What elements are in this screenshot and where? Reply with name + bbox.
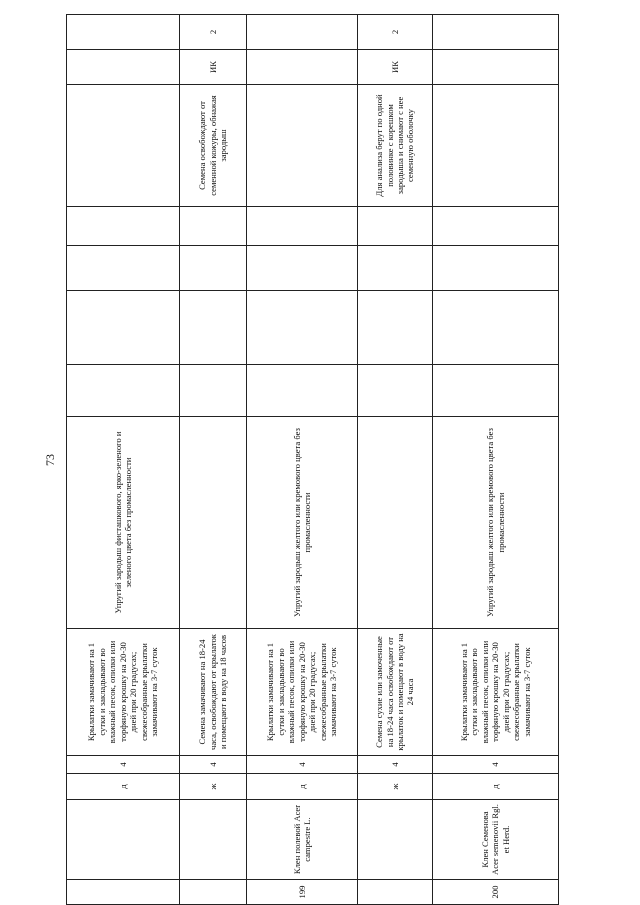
empty-cell <box>358 291 433 365</box>
seed-testing-table <box>66 14 559 905</box>
empty-cell <box>247 365 358 417</box>
count-cell: 4 <box>247 756 358 774</box>
preparation-cell: Крылатки замачивают на 1 сутки и закладывают во влажный песок, опилки или торфяную крошку на 20-30 дней при 20 градусах; свежесобранные крылатки замачивают на 3-7 суток <box>67 629 180 756</box>
mark-number-cell <box>433 15 559 50</box>
seed-type-cell: д <box>247 774 358 800</box>
row-number-cell <box>180 880 247 905</box>
species-cell <box>180 800 247 880</box>
empty-cell <box>433 291 559 365</box>
preparation-cell: Семена сухие или замоченные на 18-24 часа освобождают от крылаток и помещают в воду на 24 часа <box>358 629 433 756</box>
mark-number-cell: 2 <box>180 15 247 50</box>
count-cell: 4 <box>358 756 433 774</box>
empty-cell <box>67 246 180 291</box>
embryo-description-cell <box>358 417 433 629</box>
preparation-cell: Крылатки замачивают на 1 сутки и закладывают во влажный песок, опилки или торфяную крошку на 20-30 дней при 20 градусах; свежесобранные крылатки замачивают на 3-7 суток <box>433 629 559 756</box>
method-cell <box>247 85 358 207</box>
count-cell: 4 <box>67 756 180 774</box>
empty-cell <box>433 246 559 291</box>
empty-cell <box>67 207 180 246</box>
empty-cell <box>358 246 433 291</box>
embryo-description-cell: Упругий зародыш желтого или кремового цвета без промасленности <box>247 417 358 629</box>
preparation-cell: Крылатки замачивают на 1 сутки и закладывают во влажный песок, опилки или торфяную крошку на 20-30 дней при 20 градусах; свежесобранные крылатки замачивают на 3-7 суток <box>247 629 358 756</box>
species-cell <box>358 800 433 880</box>
empty-cell <box>433 207 559 246</box>
count-cell: 4 <box>433 756 559 774</box>
count-cell: 4 <box>180 756 247 774</box>
empty-cell <box>358 365 433 417</box>
species-cell: Клен Семенова Acer semenovii Rgl. et Herd. <box>433 800 559 880</box>
table-row <box>180 15 247 905</box>
empty-cell <box>67 291 180 365</box>
method-cell: Семена освобождают от семенной кожуры, обнажая зародыш <box>180 85 247 207</box>
page-number: 73 <box>43 454 57 466</box>
row-number-cell <box>358 880 433 905</box>
empty-cell <box>180 365 247 417</box>
preparation-cell: Семена замачивают на 18-24 часа, освобождают от крылаток и помещают в воду на 18 часов <box>180 629 247 756</box>
table-row <box>67 15 180 905</box>
embryo-description-cell: Упругий зародыш желтого или кремового цвета без промасленности <box>433 417 559 629</box>
seed-type-cell: д <box>67 774 180 800</box>
empty-cell <box>358 207 433 246</box>
mark-cell <box>433 50 559 85</box>
mark-cell: ИК <box>180 50 247 85</box>
mark-cell <box>247 50 358 85</box>
empty-cell <box>67 365 180 417</box>
seed-type-cell: д <box>433 774 559 800</box>
method-cell: Для анализа берут по одной половинке с корешком зародыша и снимают с нее семенную оболочку <box>358 85 433 207</box>
mark-number-cell: 2 <box>358 15 433 50</box>
empty-cell <box>247 246 358 291</box>
empty-cell <box>247 207 358 246</box>
mark-cell: ИК <box>358 50 433 85</box>
row-number-cell: 200 <box>433 880 559 905</box>
table-row <box>358 15 433 905</box>
row-number-cell: 199 <box>247 880 358 905</box>
embryo-description-cell <box>180 417 247 629</box>
empty-cell <box>180 207 247 246</box>
rotated-table-wrapper <box>66 29 558 905</box>
mark-number-cell <box>67 15 180 50</box>
method-cell <box>433 85 559 207</box>
embryo-description-cell: Упругий зародыш фисташкового, ярко-зеленого и зеленого цвета без промасленности <box>67 417 180 629</box>
seed-type-cell: ж <box>358 774 433 800</box>
row-number-cell <box>67 880 180 905</box>
mark-number-cell <box>247 15 358 50</box>
table-row <box>247 15 358 905</box>
species-cell <box>67 800 180 880</box>
empty-cell <box>247 291 358 365</box>
mark-cell <box>67 50 180 85</box>
empty-cell <box>180 291 247 365</box>
species-cell: Клен полевой Acer campestre L. <box>247 800 358 880</box>
empty-cell <box>433 365 559 417</box>
table-row <box>433 15 559 905</box>
seed-type-cell: ж <box>180 774 247 800</box>
empty-cell <box>180 246 247 291</box>
method-cell <box>67 85 180 207</box>
